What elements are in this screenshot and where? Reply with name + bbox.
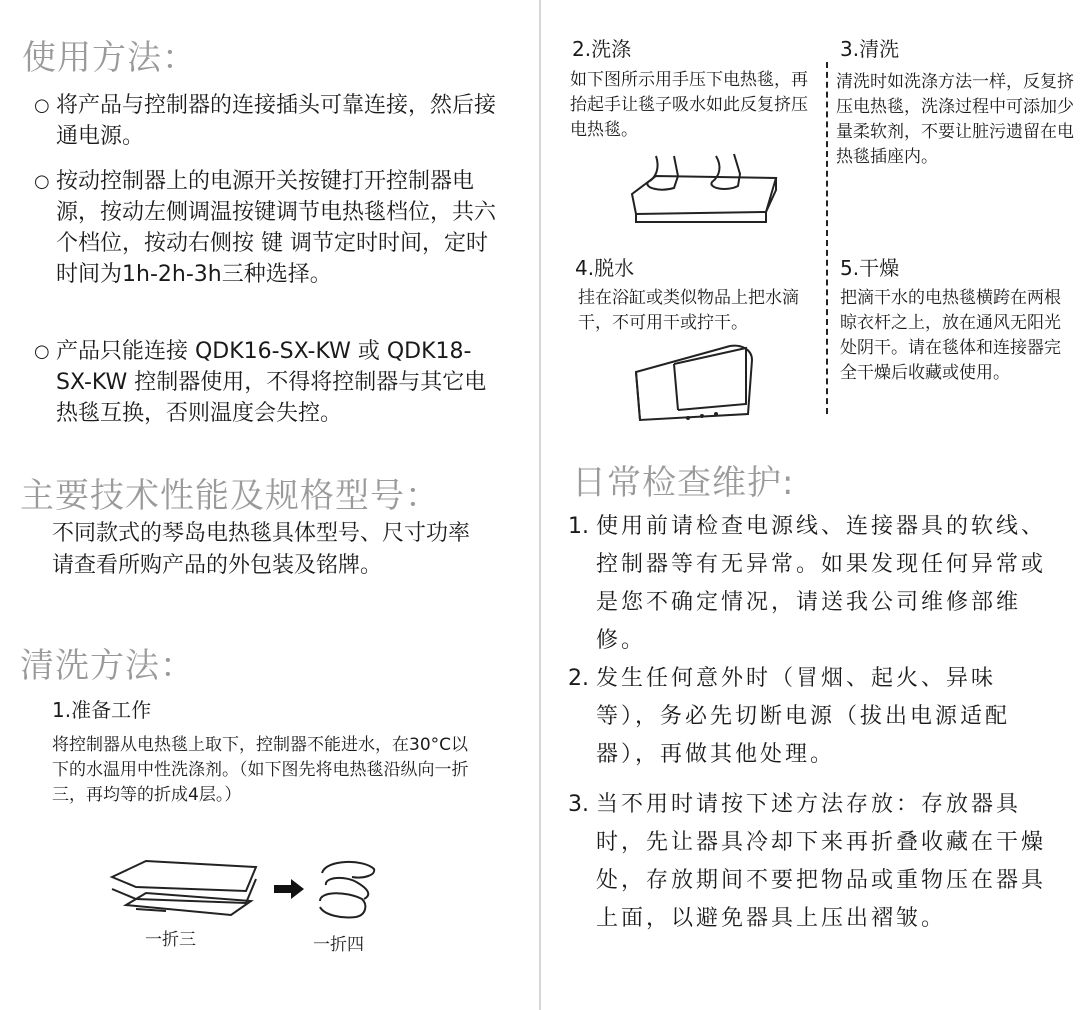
step2-text: 如下图所示用手压下电热毯，再抬起手让毯子吸水如此反复挤压电热毯。 — [570, 70, 808, 140]
usage-item-text: 按动控制器上的电源开关按键打开控制器电源，按动左侧调温按键调节电热毯档位，共六个档位，按动右侧按 键 调节定时时间，定时时间为1h-2h-3h三种选择。 — [56, 169, 497, 287]
fold4-label: 一折四 — [313, 935, 364, 955]
usage-item-text: 产品只能连接 QDK16-SX-KW 或 QDK18-SX-KW 控制器使用，不得将控制器与其它电热毯互换，否则温度会失控。 — [56, 339, 487, 426]
step3-text: 清洗时如洗涤方法一样，反复挤压电热毯，洗涤过程中可添加少量柔软剂，不要让脏污遗留在电热毯插座内。 — [836, 72, 1074, 167]
fold3-label: 一折三 — [145, 930, 196, 950]
dashed-column-divider — [826, 62, 828, 414]
item-number: 1. — [568, 514, 589, 539]
cleaning-heading: 清洗方法： — [20, 646, 195, 686]
circle-bullet-icon: ○ — [34, 171, 50, 192]
item-number: 3. — [568, 792, 589, 817]
usage-heading: 使用方法： — [22, 38, 197, 78]
step2-title: 2.洗涤 — [572, 37, 632, 61]
step5-text: 把滴干水的电热毯横跨在两根晾衣杆之上，放在通风无阳光处阴干。请在毯体和连接器完全干燥后收藏或使用。 — [840, 288, 1061, 383]
bathtub-drying-illustration — [630, 340, 760, 426]
step5-title: 5.干燥 — [840, 256, 900, 280]
maintenance-item-3 — [568, 786, 1058, 938]
circle-bullet-icon: ○ — [34, 95, 50, 116]
circle-bullet-icon: ○ — [34, 341, 50, 362]
specs-text: 不同款式的琴岛电热毯具体型号、尺寸功率请查看所购产品的外包装及铭牌。 — [52, 521, 471, 578]
maintenance-heading: 日常检查维护: — [572, 463, 795, 503]
hands-pressing-illustration — [626, 150, 786, 230]
maintenance-item-text: 当不用时请按下述方法存放：存放器具时，先让器具冷却下来再折叠收藏在干燥处，存放期间不要把物品或重物压在器具上面，以避免器具上压出褶皱。 — [596, 792, 1047, 931]
step1-title: 1.准备工作 — [52, 698, 152, 722]
specs-heading: 主要技术性能及规格型号： — [20, 476, 440, 516]
usage-item-text: 将产品与控制器的连接插头可靠连接，然后接通电源。 — [56, 93, 497, 149]
maintenance-item-text: 使用前请检查电源线、连接器具的软线、控制器等有无异常。如果发现任何异常或是您不确定情况，请送我公司维修部维修。 — [596, 514, 1047, 653]
folded-blanket-illustration — [106, 855, 396, 925]
step1-text: 将控制器从电热毯上取下，控制器不能进水，在30°C以下的水温用中性洗涤剂。（如下图先将电热毯沿纵向一折三，再均等的折成4层。） — [52, 735, 469, 805]
usage-item-3 — [34, 336, 504, 429]
usage-item-1 — [34, 90, 504, 152]
maintenance-item-text: 发生任何意外时（冒烟、起火、异味等），务必先切断电源（拔出电源适配器），再做其他处理。 — [596, 666, 1011, 767]
step3-title: 3.清洗 — [840, 37, 900, 61]
step4-text: 挂在浴缸或类似物品上把水滴干，不可用干或拧干。 — [578, 288, 799, 333]
maintenance-item-2 — [568, 660, 1058, 774]
step4-title: 4.脱水 — [575, 256, 635, 280]
center-divider — [539, 0, 541, 1010]
arrow-right-icon — [274, 879, 304, 899]
maintenance-item-1 — [568, 508, 1058, 660]
usage-item-2 — [34, 166, 504, 290]
item-number: 2. — [568, 666, 589, 691]
